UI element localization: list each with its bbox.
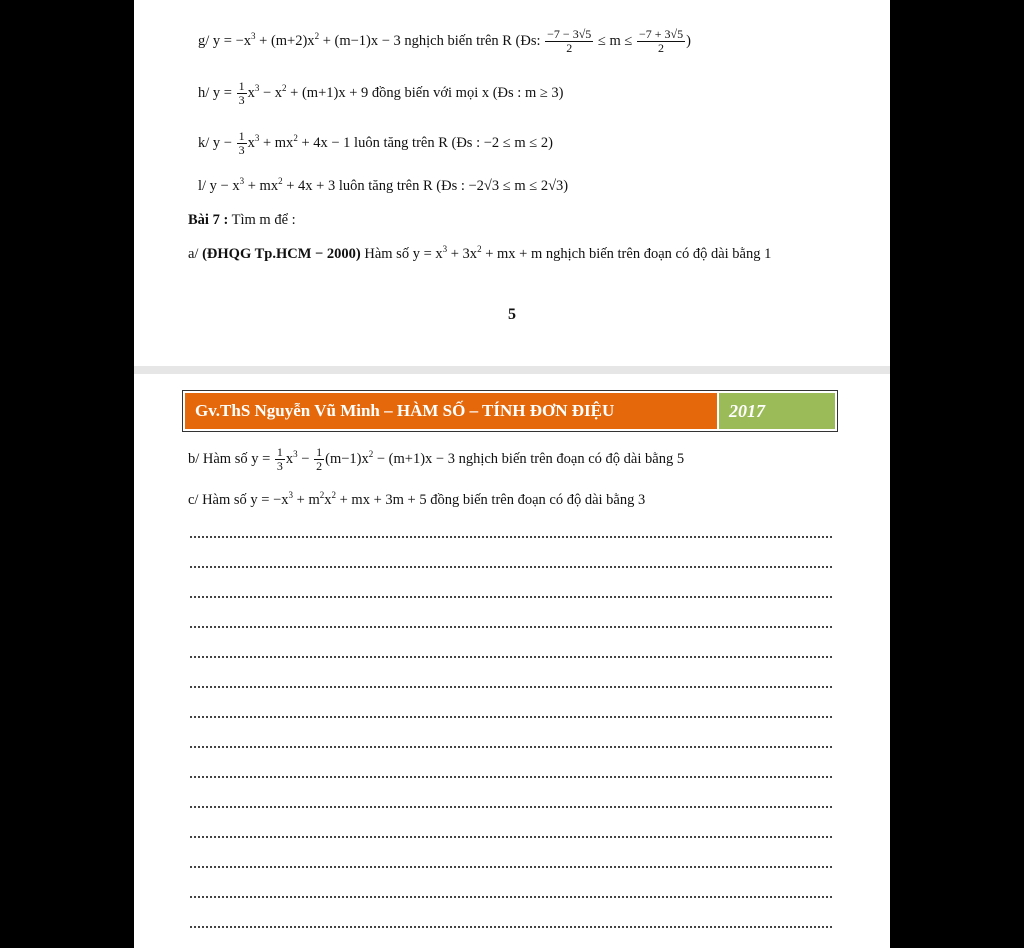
exercise-k: k/ y − $\frac{1}{3}$ $x^3 + mx^2 + 4x - 1$ luôn tăng trên R (Đs : −2 ≤ m ≤ 2) bbox=[198, 129, 553, 157]
fraction: $\frac{-7 - 3√5}{2}$ bbox=[547, 27, 592, 55]
answer-line bbox=[190, 926, 832, 928]
exercise-a: a/ (ĐHQG Tp.HCM − 2000) Hàm số $y = x^3 + 3x^2$ + mx + m nghịch biến trên đoạn có độ dài bằng 1 bbox=[188, 244, 772, 262]
fraction: $\frac{1}{3}$ bbox=[238, 79, 245, 107]
page-gap bbox=[134, 366, 890, 374]
page-number: 5 bbox=[508, 306, 516, 323]
answer-line bbox=[190, 686, 832, 688]
exercise-h: h/ y = $\frac{1}{3}$ $x^3 - x^2 + (m+1)x + 9$ đồng biến với mọi x (Đs : m ≥ 3) bbox=[198, 79, 564, 107]
bai7-heading: Bài 7 : Tìm m để : bbox=[188, 212, 296, 228]
fraction: $\frac{1}{3}$ bbox=[276, 445, 283, 473]
fraction: $\frac{-7 + 3√5}{2}$ bbox=[638, 27, 684, 55]
answer-line bbox=[190, 746, 832, 748]
fraction: $\frac{1}{3}$ bbox=[238, 129, 245, 157]
page-header bbox=[182, 390, 838, 432]
answer-line bbox=[190, 836, 832, 838]
fraction: $\frac{1}{2}$ bbox=[316, 445, 323, 473]
answer-line bbox=[190, 896, 832, 898]
exercise-l: l/ $y - x^3 + mx^2 + 4x + 3$ luôn tăng trên R (Đs : −2√3 ≤ m ≤ 2√3) bbox=[198, 176, 569, 194]
exercise-g: g/ $y = -x^3 + (m+2)x^2 + (m-1)x - 3$ nghịch biến trên R (Đs: $\frac{-7 - 3√5}{2}$ ≤ m ≤ $\frac{-7 + 3√5}{2}$ ) bbox=[198, 27, 691, 55]
exercise-b: b/ Hàm số y = $\frac{1}{3}$ $x^3$ − $\frac{1}{2}$ $(m-1)x^2 - (m+1)x - 3$ nghịch biến trên đoạn có độ dài bằng 5 bbox=[188, 445, 685, 473]
header-title: Gv.ThS Nguyễn Vũ Minh – HÀM SỐ – TÍNH ĐƠN ĐIỆU bbox=[185, 393, 717, 429]
answer-line bbox=[190, 776, 832, 778]
answer-line bbox=[190, 626, 832, 628]
exercise-c: c/ Hàm số $y = -x^3 + m^2x^2$ + mx + 3m + 5 đồng biến trên đoạn có độ dài bằng 3 bbox=[188, 490, 646, 508]
answer-line bbox=[190, 716, 832, 718]
answer-line bbox=[190, 596, 832, 598]
answer-line bbox=[190, 806, 832, 808]
answer-line bbox=[190, 536, 832, 538]
page-6 bbox=[134, 374, 890, 948]
page-5 bbox=[134, 0, 890, 366]
header-year: 2017 bbox=[719, 393, 835, 429]
answer-line bbox=[190, 866, 832, 868]
answer-line bbox=[190, 656, 832, 658]
answer-line bbox=[190, 566, 832, 568]
